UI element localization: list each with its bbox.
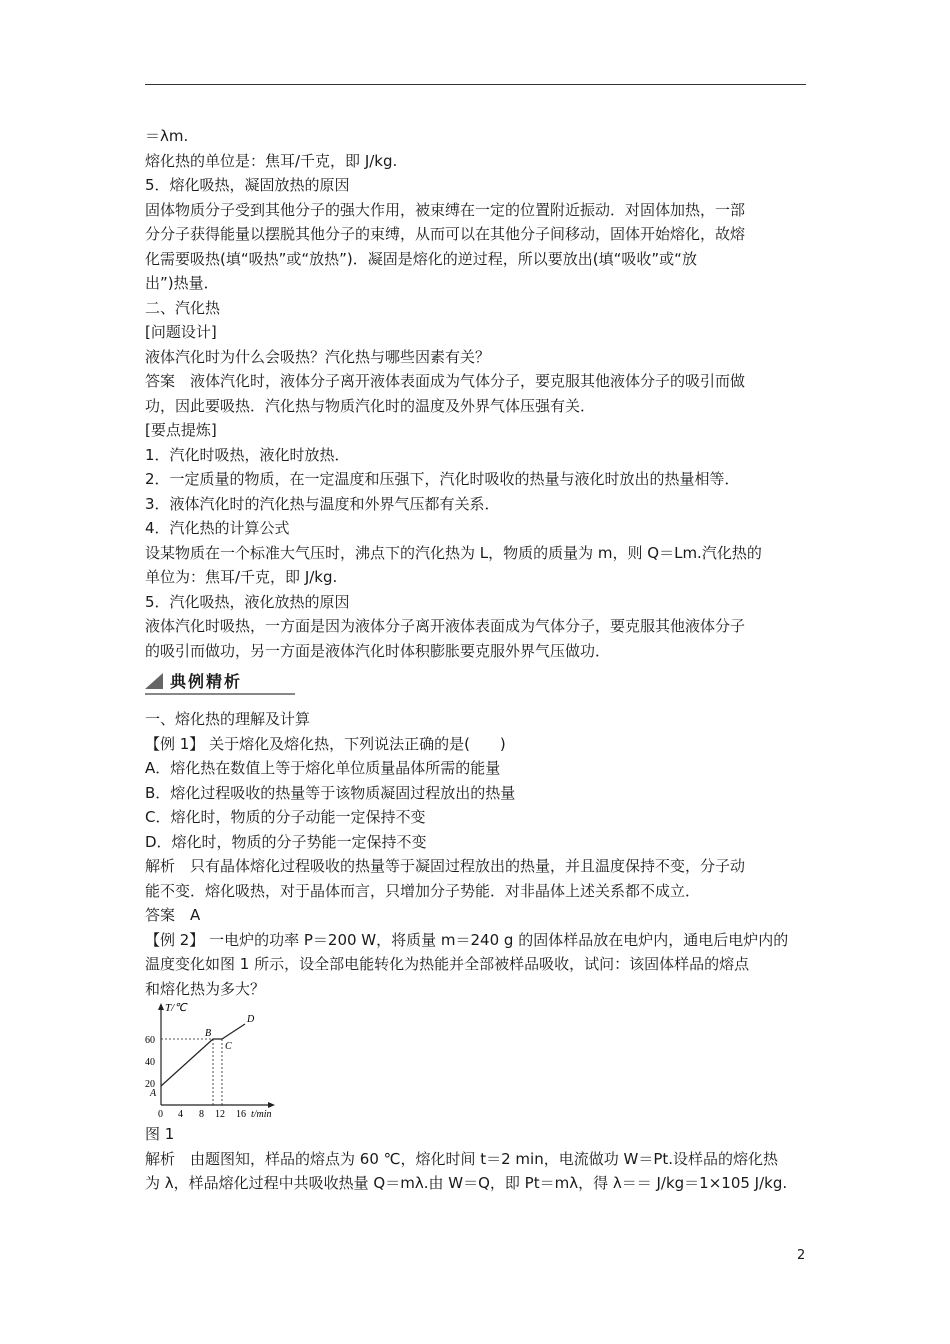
text-line: 化需要吸热(填“吸热”或“放热”)．凝固是熔化的逆过程，所以要放出(填“吸收”或“放 <box>145 249 697 268</box>
text-line: 3．液体汽化时的汽化热与温度和外界气压都有关系． <box>145 494 500 513</box>
section-text-a <box>145 124 810 663</box>
x-axis-label: t/min <box>251 1109 272 1118</box>
text-line: 分分子获得能量以摆脱其他分子的束缚，从而可以在其他分子间移动，固体开始熔化，故熔 <box>145 225 746 243</box>
y-tick-label: 60 <box>145 1035 155 1046</box>
temperature-curve <box>161 1024 245 1086</box>
page-number: 2 <box>797 1248 806 1263</box>
temperature-time-graph <box>145 1003 295 1118</box>
graph-svg <box>145 1003 295 1118</box>
text-line: 设某物质在一个标准大气压时，沸点下的汽化热为 L，物质的质量为 m，则 Q＝Lm.汽化热的 <box>145 543 762 562</box>
y-tick-label: 20 <box>145 1079 155 1090</box>
option-c: C．熔化时，物质的分子动能一定保持不变 <box>145 808 426 826</box>
section-marker-icon <box>145 673 163 689</box>
text-line: 出”)热量． <box>145 274 219 292</box>
section-title: 典例精析 <box>170 672 243 691</box>
text-line: 为 λ，样品熔化过程中共吸收热量 Q＝mλ.由 W＝Q，即 Pt＝mλ，得 λ＝＝ J/kg＝1×105 J/kg. <box>145 1174 788 1192</box>
x-tick-label: 8 <box>199 1109 204 1118</box>
section-header <box>145 665 810 699</box>
text-line: ＝λm. <box>145 127 189 145</box>
point-label-a: A <box>150 1088 157 1099</box>
heading-vaporization: 二、汽化热 <box>145 298 221 317</box>
point-label-d: D <box>247 1014 255 1025</box>
option-a: A．熔化热在数值上等于熔化单位质量晶体所需的能量 <box>145 759 501 777</box>
option-b: B．熔化过程吸收的热量等于该物质凝固过程放出的热量 <box>145 783 516 802</box>
text-line: 固体物质分子受到其他分子的强大作用，被束缚在一定的位置附近振动．对固体加热，一部 <box>145 200 746 219</box>
section-text-b <box>145 707 810 1001</box>
text-line: 液体汽化时吸热，一方面是因为液体分子离开液体表面成为气体分子，要克服其他液体分子 <box>145 617 746 635</box>
x-tick-label: 4 <box>178 1109 183 1118</box>
example-1-question: 【例 1】 关于熔化及熔化热，下列说法正确的是( ) <box>145 734 506 753</box>
figure-caption: 图 1 <box>145 1125 175 1143</box>
text-line: 液体汽化时为什么会吸热？汽化热与哪些因素有关？ <box>145 347 491 366</box>
text-line: 单位为：焦耳/千克，即 J/kg. <box>145 568 338 586</box>
text-line: 温度变化如图 1 所示，设全部电能转化为热能并全部被样品吸收，试问：该固体样品的熔点 <box>145 955 750 973</box>
x-axis-arrow-icon <box>268 1102 275 1108</box>
text-line: 熔化热的单位是：焦耳/千克，即 J/kg. <box>145 151 398 170</box>
text-line: 能不变．熔化吸热，对于晶体而言，只增加分子势能．对非晶体上述关系都不成立． <box>145 881 701 900</box>
y-axis-label: T/℃ <box>165 1003 187 1014</box>
x-tick-label: 16 <box>236 1109 246 1118</box>
point-label-b: B <box>205 1028 212 1039</box>
text-line: 解析 只有晶体熔化过程吸收的热量等于凝固过程放出的热量，并且温度保持不变，分子动 <box>145 857 746 875</box>
text-line: 5．熔化吸热，凝固放热的原因 <box>145 176 350 194</box>
text-line: 和熔化热为多大？ <box>145 979 266 998</box>
option-d: D．熔化时，物质的分子势能一定保持不变 <box>145 832 427 851</box>
page-body <box>145 124 810 1196</box>
section-underline <box>145 693 295 695</box>
text-line: 解析 由题图知，样品的熔点为 60 ℃，熔化时间 t＝2 min，电流做功 W＝Pt.设样品的熔化热 <box>145 1149 779 1168</box>
text-line: 的吸引而做功，另一方面是液体汽化时体积膨胀要克服外界气压做功． <box>145 641 611 660</box>
text-line: [问题设计] <box>145 323 217 341</box>
subheading: 一、熔化热的理解及计算 <box>145 710 311 728</box>
example-2-question: 【例 2】 一电炉的功率 P＝200 W，将质量 m＝240 g 的固体样品放在电炉内，通电后电炉内的 <box>145 930 789 949</box>
text-line: 答案 液体汽化时，液体分子离开液体表面成为气体分子，要克服其他液体分子的吸引而做 <box>145 372 746 390</box>
section-text-c <box>145 1122 810 1196</box>
text-line: 5．汽化吸热，液化放热的原因 <box>145 592 350 611</box>
text-line: 4．汽化热的计算公式 <box>145 519 290 537</box>
text-line: 2．一定质量的物质，在一定温度和压强下，汽化时吸收的热量与液化时放出的热量相等． <box>145 470 740 488</box>
y-axis-arrow-icon <box>158 1003 164 1010</box>
answer-line: 答案 A <box>145 906 201 924</box>
y-tick-label: 40 <box>145 1057 155 1068</box>
x-tick-label: 0 <box>158 1109 163 1118</box>
text-line: 1．汽化时吸热，液化时放热． <box>145 445 350 464</box>
header-rule <box>145 84 806 85</box>
text-line: [要点提炼] <box>145 421 217 439</box>
text-line: 功，因此要吸热．汽化热与物质汽化时的温度及外界气体压强有关． <box>145 396 596 415</box>
x-tick-label: 12 <box>215 1109 225 1118</box>
point-label-c: C <box>225 1041 232 1052</box>
